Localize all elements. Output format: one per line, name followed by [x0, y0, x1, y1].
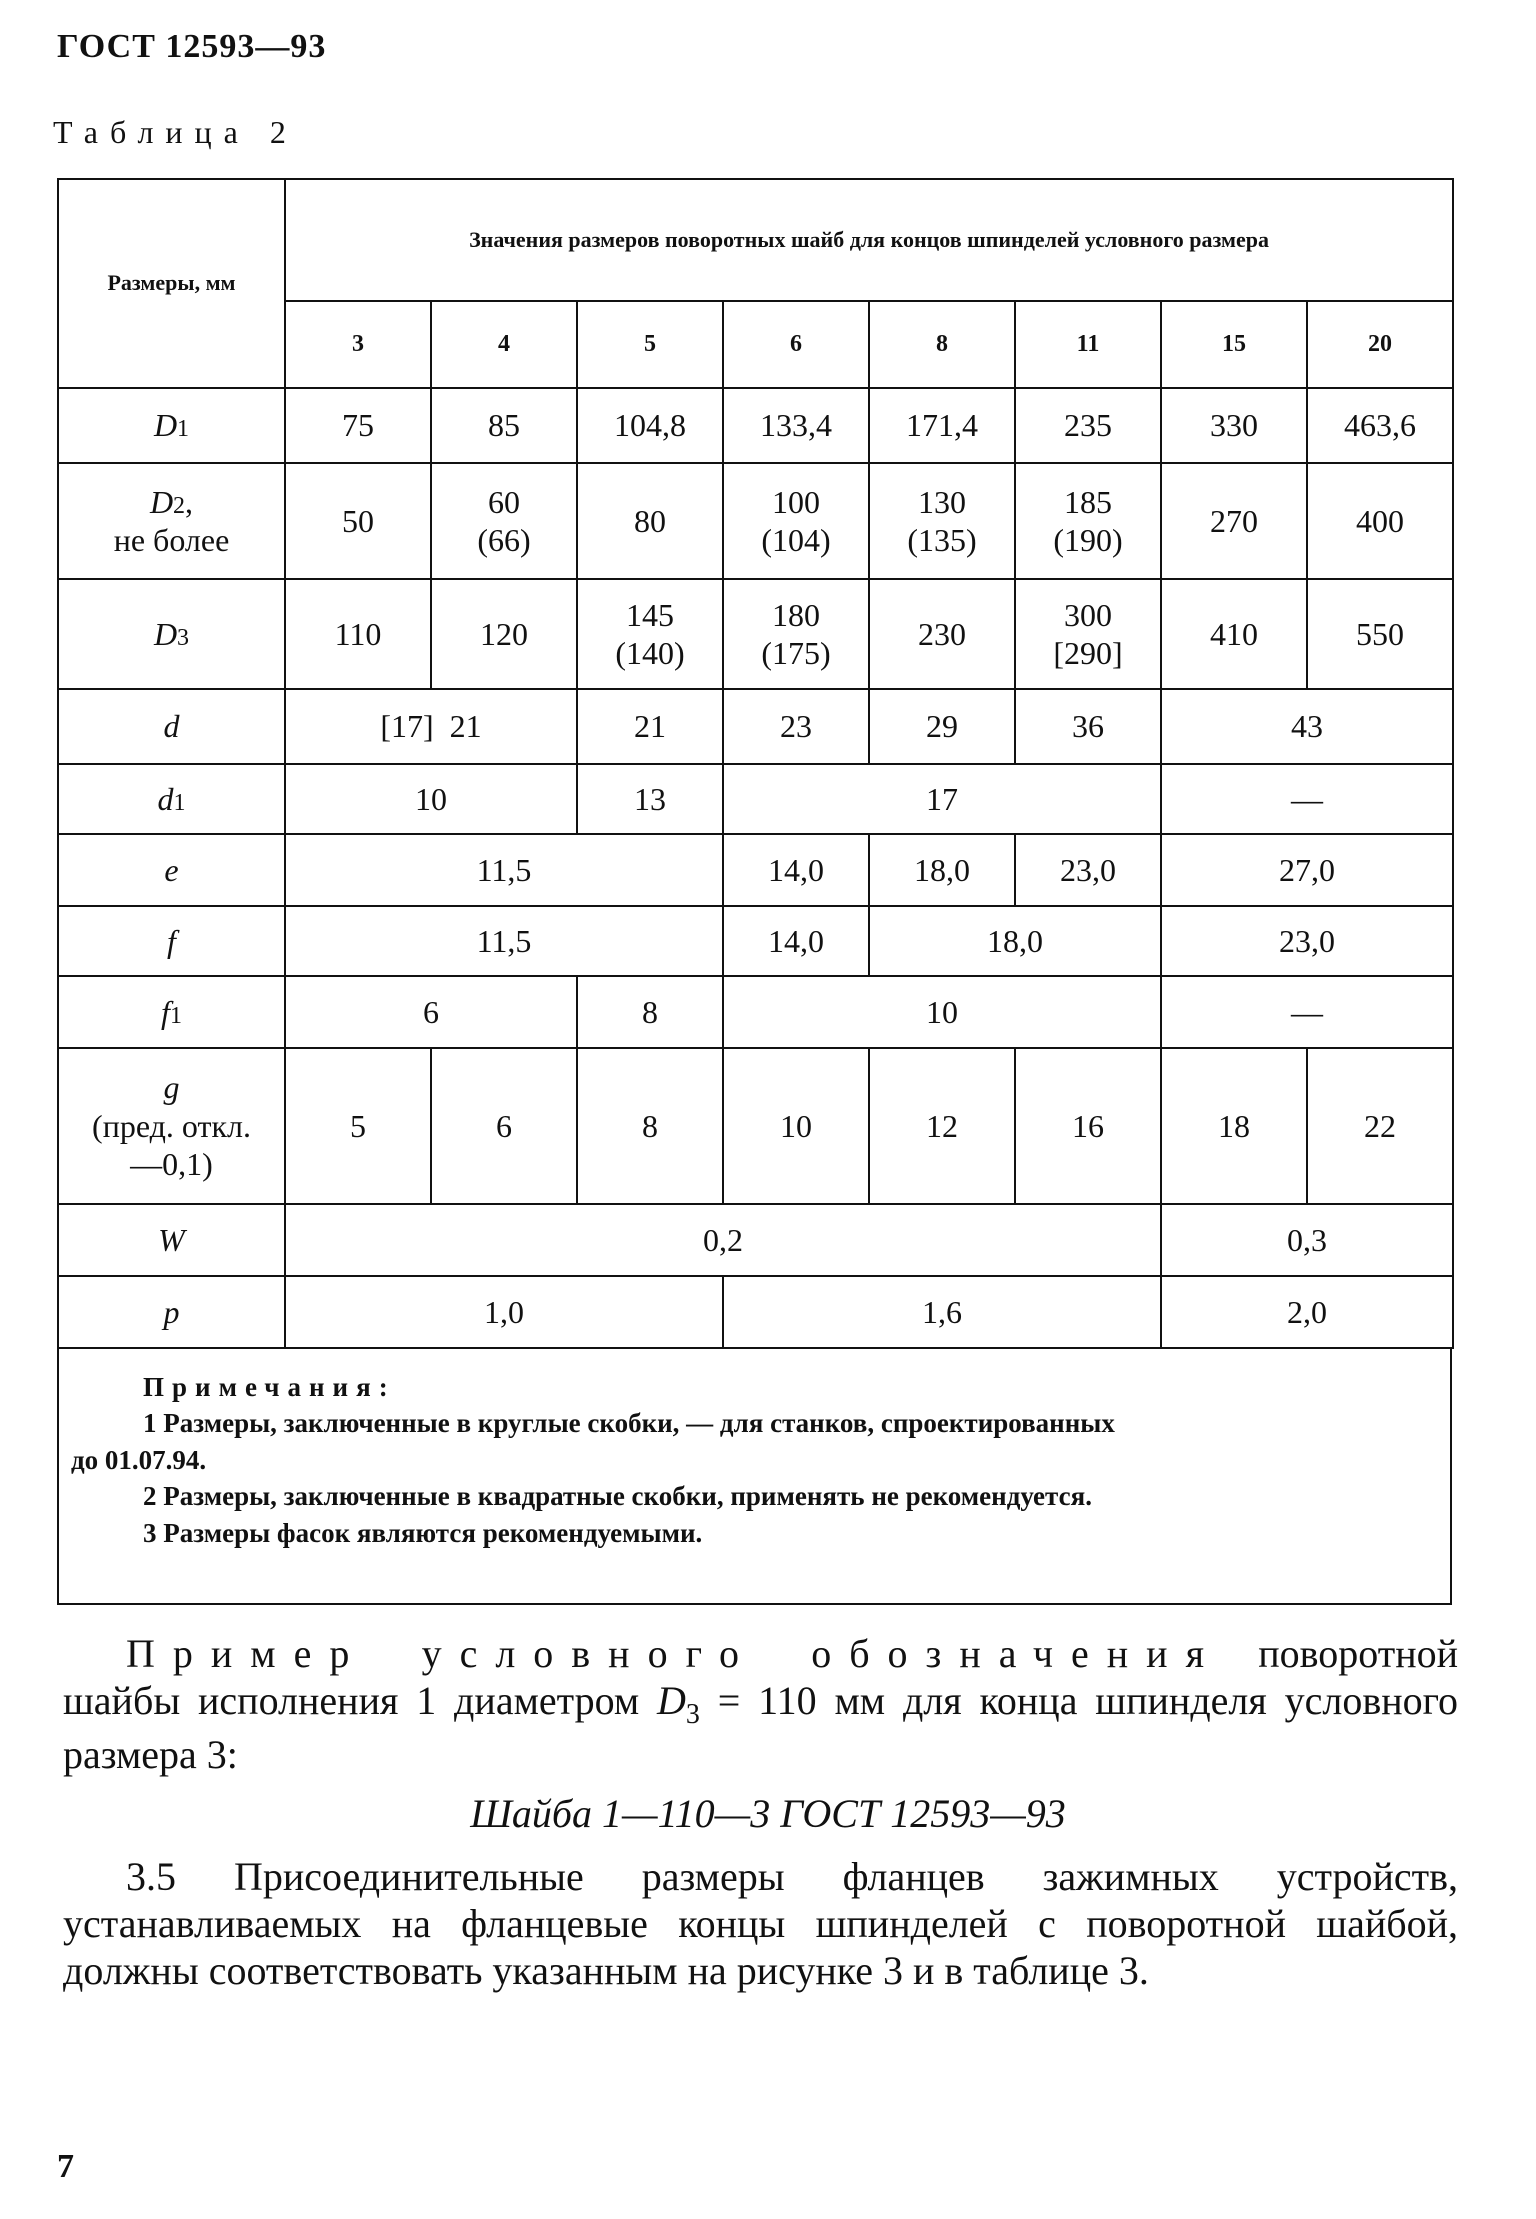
table-cell: 100 (104) — [723, 463, 869, 579]
table-cell: 145 (140) — [577, 579, 723, 689]
table-cell: 171,4 — [869, 388, 1015, 463]
table-cell: 5 — [285, 1048, 431, 1204]
table-cell: 1,6 — [723, 1276, 1161, 1348]
designation-example: Шайба 1—110—3 ГОСТ 12593—93 — [470, 1791, 1066, 1836]
table-cell: 400 — [1307, 463, 1453, 579]
param-label-d: d — [58, 689, 285, 764]
row-D2 — [58, 463, 1453, 579]
row-D3 — [58, 579, 1453, 689]
left-header-cell: Размеры, мм — [58, 179, 285, 388]
dimensions-table — [57, 178, 1454, 1349]
row-f1 — [58, 976, 1453, 1048]
table-cell: 85 — [431, 388, 577, 463]
note-2: 2 Размеры, заключенные в квадратные скобки, применять не рекомендуется. — [143, 1481, 1092, 1512]
note-3: 3 Размеры фасок являются рекомендуемыми. — [143, 1517, 703, 1548]
table-cell: 104,8 — [577, 388, 723, 463]
table-cell: 16 — [1015, 1048, 1161, 1204]
document-header: ГОСТ 12593—93 — [57, 28, 327, 65]
designation-text-2: = 110 мм для конца шпинделя условного размера 3: — [63, 1678, 1459, 1778]
notes-title: Примечания: — [143, 1372, 396, 1402]
designation-text-1: поворотной шайбы исполнения 1 диаметром — [63, 1631, 1459, 1724]
table-cell: 80 — [577, 463, 723, 579]
table-cell: 60 (66) — [431, 463, 577, 579]
table-cell: 18,0 — [869, 906, 1161, 976]
row-d1 — [58, 764, 1453, 834]
param-label-f: f — [58, 906, 285, 976]
row-e — [58, 834, 1453, 906]
table-cell: 50 — [285, 463, 431, 579]
table-cell: 0,2 — [285, 1204, 1161, 1276]
table-cell: 18 — [1161, 1048, 1307, 1204]
param-label-d1: d1 — [58, 764, 285, 834]
top-header-cell: Значения размеров поворотных шайб для концов шпинделей условного размера — [285, 179, 1453, 301]
row-W — [58, 1204, 1453, 1276]
size-header: 5 — [577, 301, 723, 388]
table-cell: [17] 21 — [285, 689, 577, 764]
row-g — [58, 1048, 1453, 1204]
table-cell: 36 — [1015, 689, 1161, 764]
table-cell: 550 — [1307, 579, 1453, 689]
param-label-f1: f1 — [58, 976, 285, 1048]
table-cell: 8 — [577, 1048, 723, 1204]
table-cell: 235 — [1015, 388, 1161, 463]
table-cell: 110 — [285, 579, 431, 689]
row-f — [58, 906, 1453, 976]
table-cell: 13 — [577, 764, 723, 834]
table-cell: 133,4 — [723, 388, 869, 463]
size-header: 3 — [285, 301, 431, 388]
table-cell: 6 — [285, 976, 577, 1048]
table-cell: — — [1161, 976, 1453, 1048]
table-header-row — [58, 179, 1453, 301]
size-header: 6 — [723, 301, 869, 388]
table-cell: 14,0 — [723, 906, 869, 976]
table-cell: 23,0 — [1161, 906, 1453, 976]
table-cell: 185 (190) — [1015, 463, 1161, 579]
size-header: 8 — [869, 301, 1015, 388]
table-cell: 1,0 — [285, 1276, 723, 1348]
table-cell: 43 — [1161, 689, 1453, 764]
designation-paragraph — [63, 1630, 1458, 1778]
param-label-g: g (пред. откл. —0,1) — [58, 1048, 285, 1204]
table-cell: — — [1161, 764, 1453, 834]
table-cell: 11,5 — [285, 906, 723, 976]
table-cell: 22 — [1307, 1048, 1453, 1204]
param-label-p: p — [58, 1276, 285, 1348]
table-cell: 6 — [431, 1048, 577, 1204]
table-cell: 14,0 — [723, 834, 869, 906]
size-header: 4 — [431, 301, 577, 388]
row-D1 — [58, 388, 1453, 463]
table-cell: 8 — [577, 976, 723, 1048]
section-3-5-paragraph — [63, 1853, 1458, 1995]
table-cell: 12 — [869, 1048, 1015, 1204]
table-cell: 17 — [723, 764, 1161, 834]
note-1: 1 Размеры, заключенные в круглые скобки, — для станков, спроектированных — [143, 1408, 1115, 1439]
table-cell: 300 [290] — [1015, 579, 1161, 689]
table-caption: Таблица 2 — [53, 114, 298, 150]
table-cell: 21 — [577, 689, 723, 764]
param-label-D1: D1 — [58, 388, 285, 463]
table-cell: 410 — [1161, 579, 1307, 689]
table-cell: 2,0 — [1161, 1276, 1453, 1348]
table-cell: 120 — [431, 579, 577, 689]
size-header: 20 — [1307, 301, 1453, 388]
size-header: 11 — [1015, 301, 1161, 388]
row-d — [58, 689, 1453, 764]
table-cell: 11,5 — [285, 834, 723, 906]
table-cell: 270 — [1161, 463, 1307, 579]
table-notes — [57, 1349, 1452, 1605]
table-cell: 10 — [723, 976, 1161, 1048]
table-cell: 27,0 — [1161, 834, 1453, 906]
table-cell: 23,0 — [1015, 834, 1161, 906]
table-cell: 23 — [723, 689, 869, 764]
param-label-e: e — [58, 834, 285, 906]
section-3-5-text: 3.5 Присоединительные размеры фланцев зажимных устройств, устанавливаемых на фланцевые концы шпинделей с поворотной шайбой, должны соответствовать указанным на рисунке 3 и в таблице 3. — [63, 1854, 1458, 1994]
param-label-D3: D3 — [58, 579, 285, 689]
note-1-continuation: до 01.07.94. — [71, 1444, 207, 1475]
table-cell: 75 — [285, 388, 431, 463]
size-header: 15 — [1161, 301, 1307, 388]
page-number: 7 — [57, 2148, 74, 2185]
table-cell: 10 — [285, 764, 577, 834]
table-2 — [57, 178, 1452, 1605]
table-cell: 29 — [869, 689, 1015, 764]
d3-symbol: $D_3$ — [657, 1678, 700, 1731]
table-cell: 130 (135) — [869, 463, 1015, 579]
table-cell: 180 (175) — [723, 579, 869, 689]
designation-lead: Пример условного обозначения — [126, 1631, 1222, 1676]
param-label-D2: D2, не более — [58, 463, 285, 579]
table-cell: 10 — [723, 1048, 869, 1204]
table-cell: 18,0 — [869, 834, 1015, 906]
table-cell: 330 — [1161, 388, 1307, 463]
table-cell: 0,3 — [1161, 1204, 1453, 1276]
table-cell: 230 — [869, 579, 1015, 689]
table-cell: 463,6 — [1307, 388, 1453, 463]
row-p — [58, 1276, 1453, 1348]
param-label-W: W — [58, 1204, 285, 1276]
